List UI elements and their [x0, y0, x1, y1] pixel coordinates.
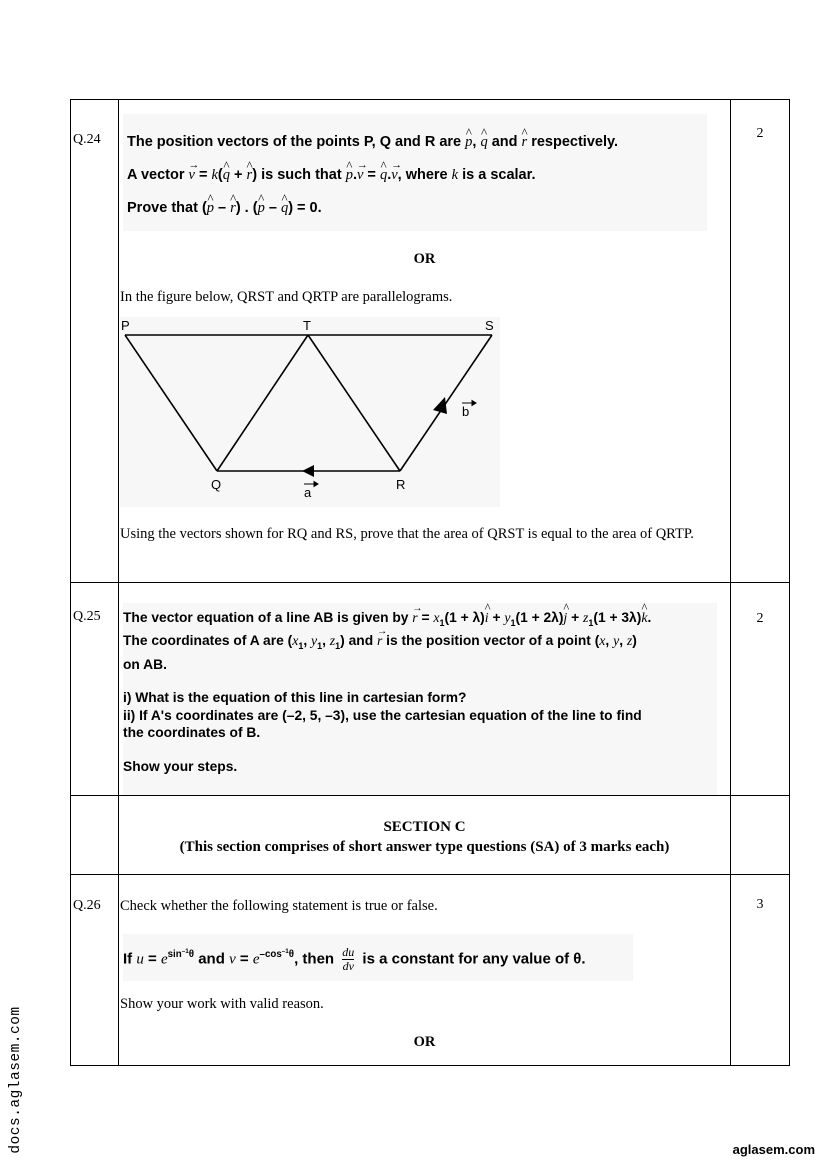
marks-value: 2 [756, 611, 764, 626]
question-number-cell [71, 875, 119, 1066]
marks-value: 2 [756, 126, 764, 141]
q26-intro: Check whether the following statement is true or false. [120, 898, 438, 914]
q25-part-i: i) What is the equation of this line in cartesian form? [123, 690, 467, 705]
q26-statement-image: If $u = e^{sin^{-1}\theta}$ and $v = e^{-cos^{-1}\theta}$, then $\frac{du}{dv}$ is a constant for any value of θ. [123, 934, 633, 981]
label-q: Q [211, 477, 222, 492]
or-divider: OR [413, 251, 436, 267]
marks-cell [731, 583, 790, 796]
question-row-26 [71, 875, 790, 1066]
footer-brand: aglasem.com [732, 1142, 815, 1157]
q24-line-3: Prove that (^ p – ^ r) . (^ p – ^ q) = 0. [127, 192, 707, 225]
question-row-24 [71, 100, 790, 583]
section-title: SECTION C [383, 819, 466, 835]
question-number: Q.26 [73, 898, 101, 913]
q24-alternative-text: Using the vectors shown for RQ and RS, prove that the area of QRST is equal to the area of QRTP. [120, 526, 694, 542]
q25-show-steps: Show your steps. [123, 758, 238, 774]
section-c-cell [119, 796, 731, 875]
question-number-cell [71, 583, 119, 796]
question-row-25 [71, 583, 790, 796]
q25-line-1: The vector equation of a line AB is given by → $r = x_1(1$ + λ)^ $i + y_1(1$ + 2λ)^ $j + z_1(1$ + 3λ)^ k. [123, 609, 717, 632]
q25-line-2: The coordinates of A are ($x_1$, $y_1$, $z_1$) and → r is the position vector of a point (x, y, z) [123, 632, 717, 655]
label-r: R [396, 477, 406, 492]
q25-line-3: on AB. [123, 656, 167, 672]
q25-part-ii-a: ii) If A's coordinates are (–2, 5, –3), use the cartesian equation of the line to find [123, 707, 642, 723]
label-vector-a: a [304, 485, 312, 500]
question-number: Q.24 [73, 132, 101, 147]
question-body-cell [119, 583, 731, 796]
section-subtitle: (This section comprises of short answer type questions (SA) of 3 marks each) [179, 839, 670, 855]
marks-cell [731, 875, 790, 1066]
label-t: T [303, 318, 311, 333]
question-body-cell [119, 100, 731, 583]
question-number: Q.25 [73, 609, 101, 624]
label-s: S [485, 318, 494, 333]
q24-statement-image [123, 114, 707, 231]
or-divider: OR [413, 1033, 436, 1050]
parallelogram-diagram [120, 317, 500, 507]
marks-cell [731, 100, 790, 583]
label-p: P [121, 318, 130, 333]
marks-value: 3 [756, 897, 764, 912]
question-number-cell [71, 100, 119, 583]
parallelogram-figure [120, 317, 500, 507]
question-table [70, 99, 790, 1066]
q24-line-1: The position vectors of the points P, Q and R are ^ p, ^ q and ^ r respectively. [127, 126, 707, 159]
q25-statement-image [123, 603, 717, 795]
question-body-cell [119, 875, 731, 1066]
derivative-fraction: $\frac{du}{dv}$ [342, 944, 355, 973]
q25-part-ii-b: the coordinates of B. [123, 725, 261, 740]
figure-intro: In the figure below, QRST and QRTP are parallelograms. [120, 289, 453, 305]
section-c-row [71, 796, 790, 875]
side-watermark: docs.aglasem.com [8, 1006, 24, 1154]
q24-line-2: A vector → v = k(^ q + ^ r) is such that ^ p.→ v = ^ q.→ v, where k is a scalar. [127, 159, 707, 192]
label-vector-b: b [462, 404, 470, 419]
q26-show-work: Show your work with valid reason. [120, 995, 324, 1012]
